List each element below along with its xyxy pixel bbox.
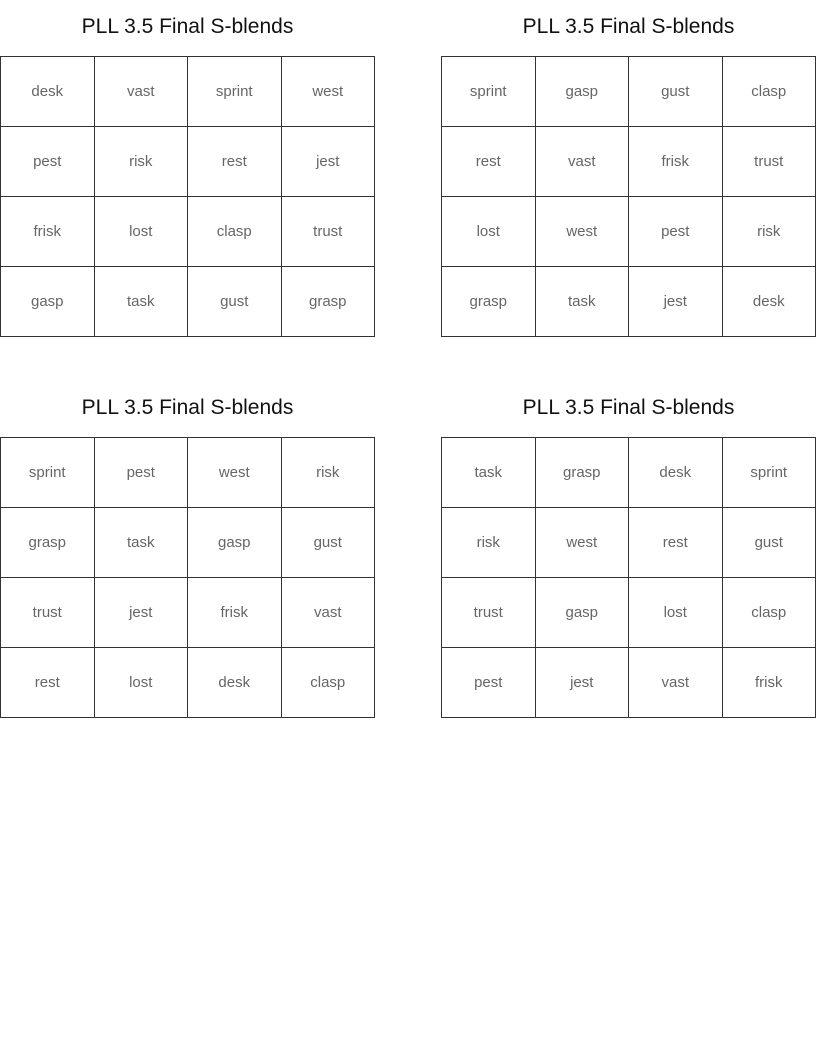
word-cell: task [95,508,189,578]
card-title: PLL 3.5 Final S-blends [522,15,735,38]
word-cell: risk [95,127,189,197]
word-cell: rest [188,127,282,197]
word-cell: lost [95,197,189,267]
word-cell: sprint [442,57,536,127]
word-cell: lost [95,648,189,718]
word-cell: frisk [1,197,95,267]
word-cell: grasp [1,508,95,578]
word-cell: desk [723,267,816,337]
word-cell: west [536,508,630,578]
word-cell: risk [442,508,536,578]
word-cell: rest [1,648,95,718]
word-cell: desk [1,57,95,127]
word-cell: grasp [442,267,536,337]
bingo-card-2 [441,0,816,337]
word-cell: pest [629,197,723,267]
word-cell: gasp [536,578,630,648]
word-cell: clasp [282,648,376,718]
word-cell: vast [629,648,723,718]
word-cell: gust [629,57,723,127]
word-cell: west [188,438,282,508]
word-grid [0,56,375,337]
word-cell: desk [188,648,282,718]
word-cell: lost [629,578,723,648]
word-grid [441,56,816,337]
word-cell: clasp [188,197,282,267]
word-cell: pest [1,127,95,197]
word-cell: sprint [1,438,95,508]
word-cell: grasp [282,267,376,337]
word-grid [441,437,816,718]
word-cell: task [442,438,536,508]
word-cell: frisk [629,127,723,197]
word-cell: gust [282,508,376,578]
word-cell: trust [442,578,536,648]
word-cell: gasp [536,57,630,127]
word-cell: risk [723,197,816,267]
word-cell: task [536,267,630,337]
card-title: PLL 3.5 Final S-blends [81,396,294,419]
word-cell: gasp [1,267,95,337]
word-cell: pest [442,648,536,718]
card-title: PLL 3.5 Final S-blends [81,15,294,38]
word-cell: trust [1,578,95,648]
word-cell: grasp [536,438,630,508]
word-cell: sprint [723,438,816,508]
word-cell: rest [442,127,536,197]
word-cell: trust [282,197,376,267]
word-cell: frisk [188,578,282,648]
word-cell: gust [188,267,282,337]
word-cell: frisk [723,648,816,718]
word-cell: lost [442,197,536,267]
word-cell: pest [95,438,189,508]
word-cell: west [536,197,630,267]
word-cell: jest [536,648,630,718]
word-cell: gasp [188,508,282,578]
word-cell: trust [723,127,816,197]
word-cell: vast [95,57,189,127]
word-cell: vast [282,578,376,648]
word-cell: jest [282,127,376,197]
bingo-card-3 [0,381,375,718]
word-cell: vast [536,127,630,197]
word-cell: desk [629,438,723,508]
card-title: PLL 3.5 Final S-blends [522,396,735,419]
word-cell: sprint [188,57,282,127]
word-grid [0,437,375,718]
word-cell: jest [629,267,723,337]
word-cell: task [95,267,189,337]
bingo-card-1 [0,0,375,337]
bingo-card-4 [441,381,816,718]
word-cell: gust [723,508,816,578]
word-cell: jest [95,578,189,648]
word-cell: rest [629,508,723,578]
word-cell: clasp [723,57,816,127]
word-cell: west [282,57,376,127]
word-cell: risk [282,438,376,508]
word-cell: clasp [723,578,816,648]
